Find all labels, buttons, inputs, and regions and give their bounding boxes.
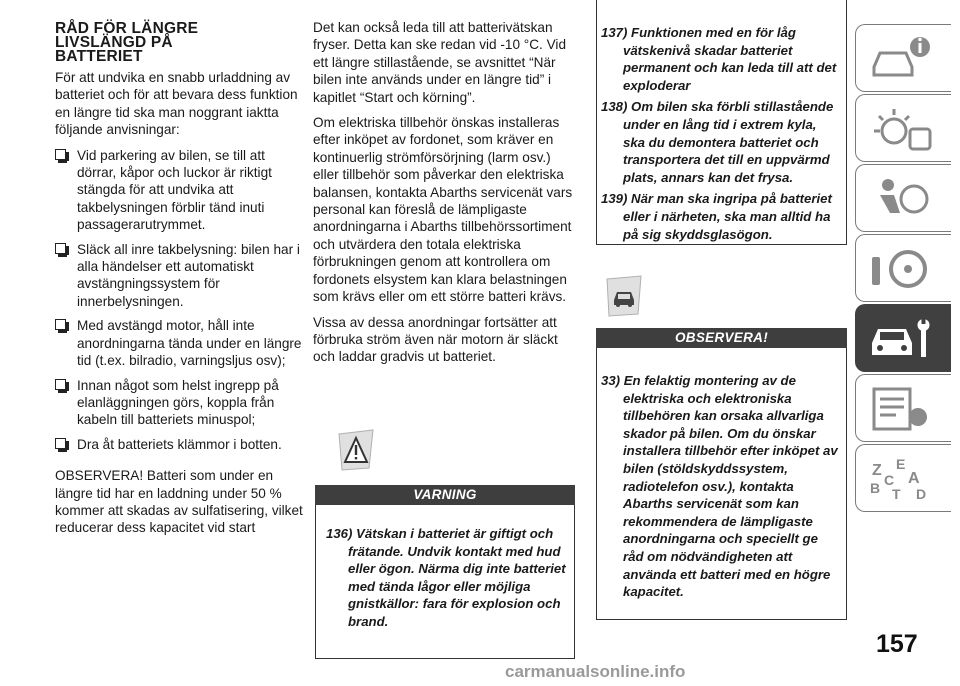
bullet-item xyxy=(55,241,305,311)
bullet-text: Innan något som helst ingrepp på elanläggningen görs, koppla från kabeln till batteriets minuspol; xyxy=(77,377,279,428)
bullet-item xyxy=(55,147,305,234)
checkbox-icon xyxy=(55,319,66,330)
tab-maintenance[interactable] xyxy=(855,304,951,372)
bullet-text: Med avstängd motor, håll inte anordningarna tända under en längre tid (t.ex. bilradio, varningsljus osv); xyxy=(77,318,302,369)
car-info-icon xyxy=(866,31,936,85)
index-letter: D xyxy=(916,486,927,502)
intro-paragraph: För att undvika en snabb urladdning av batteriet och för att bevara dess funktion en längre tid ska man noggrant iaktta följande anvisningar: xyxy=(55,70,298,138)
bullet-text: Dra åt batteriets klämmor i botten. xyxy=(77,436,282,452)
technical-data-icon xyxy=(866,381,936,435)
tab-steering[interactable] xyxy=(855,234,951,302)
checkbox-icon xyxy=(55,243,66,254)
paragraph-3: Vissa av dessa anordningar fortsätter att förbruka ström även när motorn är släckt och laddar gradvis ut batteriet. xyxy=(313,314,558,365)
notes-box xyxy=(596,0,847,245)
middle-column xyxy=(313,19,575,374)
index-letter: C xyxy=(884,472,895,488)
steering-wheel-icon xyxy=(866,241,936,295)
paragraph-1: Det kan också leda till att batterivätskan fryser. Detta kan ske redan vid -10 °C. Vid ett längre stillastående, se avsnittet “När bilen inte används under en längre tid” i kapitlet “Start och körning”. xyxy=(313,20,567,105)
checkbox-icon xyxy=(55,149,66,160)
warning-title-bar: VARNING xyxy=(315,485,575,505)
tab-warning-lights[interactable] xyxy=(855,94,951,162)
watermark: carmanualsonline.info xyxy=(505,662,686,681)
bullet-text: Släck all inre takbelysning: bilen har i alla händelser ett automatiskt avstängningssystem för innerbelysningen. xyxy=(77,241,300,309)
index-letter: Z xyxy=(872,462,882,479)
warning-icon xyxy=(336,428,376,472)
tab-car-info[interactable] xyxy=(855,24,951,92)
checkbox-icon xyxy=(55,379,66,390)
bullet-item xyxy=(55,317,305,369)
tab-technical-data[interactable] xyxy=(855,374,951,442)
paragraph-2: Om elektriska tillbehör önskas installeras efter inköpet av fordonet, som kräver en kontinuerlig strömförsörjning (larm osv.) eller tillbehör som påverkar den elektriska balansen, kontakta Abarths servicenät vars personal kan föreslå de lämpligaste anordningarna i Abarths tillbehörssortiment och utvärdera den totala elektriska förbrukningen genom att kontrollera om fordonets elsystem kan klara belastningen som krävs eller om ett större batteri krävs. xyxy=(313,115,573,305)
bullet-item xyxy=(55,377,305,429)
page-number: 157 xyxy=(876,630,918,658)
warning-box xyxy=(315,485,575,659)
outro-paragraph: OBSERVERA! Batteri som under en längre tid har en laddning under 50 % kommer att skadas av sulfatisering, vilket reducerar dess kapacitet vid start xyxy=(55,468,303,536)
observe-content xyxy=(596,348,847,620)
car-service-icon xyxy=(866,311,936,365)
index-letter: E xyxy=(896,456,906,472)
checkbox-icon xyxy=(55,438,66,449)
tab-safety[interactable] xyxy=(855,164,951,232)
note-item: 138) Om bilen ska förbli stillastående under en lång tid i extrem kyla, ska du demontera batteriet och transportera det till en uppvärmd plats, annars kan det frysa. xyxy=(601,99,834,185)
note-item: 137) Funktionen med en för låg vätskenivå skadar batteriet permanent och kan leda till att det exploderar xyxy=(601,25,837,93)
notes-list xyxy=(597,0,846,243)
index-letter: B xyxy=(870,480,881,496)
warning-note: 136) Vätskan i batteriet är giftigt och frätande. Undvik kontakt med hud eller ögon. Närma dig inte batteriet med tända lågor eller möjliga gnistkällor: fara för explosion och brand. xyxy=(326,526,566,629)
warning-content xyxy=(315,505,575,659)
observe-note: 33) En felaktig montering av de elektriska och elektroniska tillbehören kan orsaka allvarliga skador på bilen. Om du önskar installera tillbehör efter inköpet av bilen (stöldskyddssystem, radiotelefon osv.), kontakta Abarths servicenät som kan rekommendera de lämpligaste anordningarna och speciellt ge råd om nödvändigheten att använda ett batteri med en högre kapacitet. xyxy=(601,373,838,600)
warning-light-icon xyxy=(866,101,936,155)
airbag-safety-icon xyxy=(866,171,936,225)
section-heading: RÅD FÖR LÄNGRE LIVSLÄNGD PÅ BATTERIET xyxy=(55,20,199,65)
index-letter: T xyxy=(892,486,901,502)
observe-title-bar: OBSERVERA! xyxy=(596,328,847,348)
index-letter: A xyxy=(908,470,920,487)
car-warning-icon xyxy=(604,274,644,318)
bullet-text: Vid parkering av bilen, se till att dörrar, kåpor och luckor är riktigt stängda för att undvika att takbelysningen förblir tänd inuti passagerarutrymmet. xyxy=(77,147,272,233)
note-item: 139) När man ska ingripa på batteriet eller i närheten, ska man alltid ha på sig skyddsglasögon. xyxy=(601,191,832,242)
bullet-item xyxy=(55,436,305,453)
observe-box xyxy=(596,328,847,620)
index-icon xyxy=(866,451,936,505)
left-column xyxy=(55,0,305,545)
tab-index[interactable] xyxy=(855,444,951,512)
